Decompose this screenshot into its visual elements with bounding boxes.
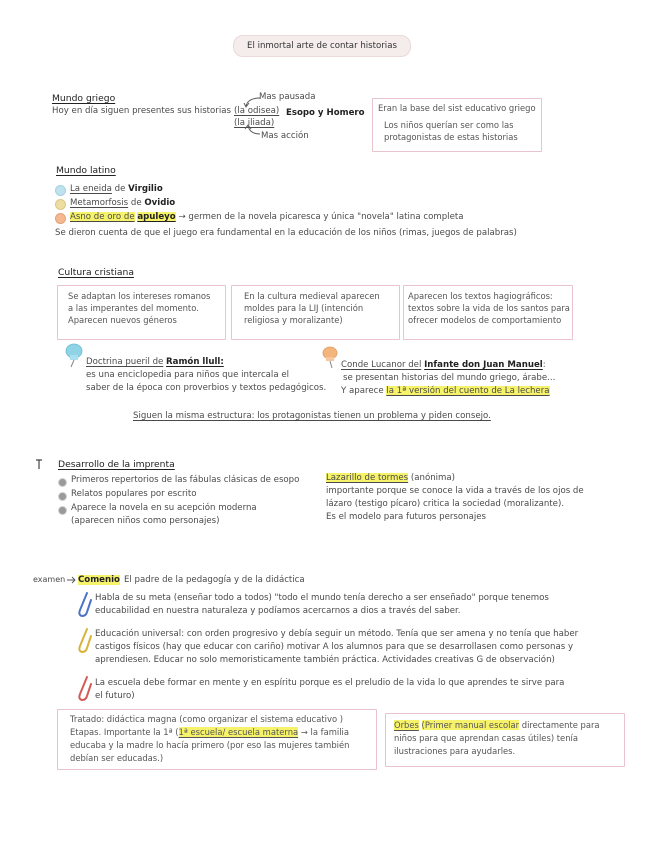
comenio-p2-line2: castigos físicos (hay que educar con cariño) motivar A los alumnos para que se desarrollasen como personas y bbox=[95, 642, 574, 652]
llull-line-1: es una enciclopedia para niños que intercala el bbox=[86, 370, 289, 380]
lucanor-title: Conde Lucanor del bbox=[341, 360, 422, 370]
christian-box2-line2: moldes para la LIJ (intención bbox=[244, 303, 364, 313]
latin-heading: Mundo latino bbox=[56, 165, 116, 176]
orbes-line-1 bbox=[394, 719, 600, 732]
blue-bullet-icon bbox=[55, 185, 66, 196]
llull-title: Doctrina pueril de bbox=[86, 357, 164, 367]
printing-item-3-sub: (aparecen niños como personajes) bbox=[71, 516, 220, 526]
gray-bullet-icon bbox=[58, 506, 67, 515]
greek-box-line3: protagonistas de estas historias bbox=[384, 132, 518, 142]
latin-item-3 bbox=[70, 212, 464, 222]
christian-box3-line1: Aparecen los textos hagiográficos: bbox=[408, 291, 553, 301]
tratado-line2-b: 1ª escuela/ escuela materna bbox=[178, 727, 299, 737]
right-arrow-icon: → bbox=[300, 727, 308, 737]
tratado-line-1: Tratado: didáctica magna (como organizar el sistema educativo ) bbox=[70, 714, 344, 724]
comenio-p1-line1: Habla de su meta (enseñar todo a todos) "todo el mundo tenía derecho a ser enseñado" porque tenemos bbox=[95, 593, 549, 603]
christian-box3-line2: textos sobre la vida de los santos para bbox=[408, 303, 570, 313]
christian-box1-line3: Aparecen nuevos géneros bbox=[68, 315, 177, 325]
latin-summary: Se dieron cuenta de que el juego era fundamental en la educación de los niños (rimas, juegos de palabras) bbox=[55, 228, 517, 238]
comenio-p2-line1: Educación universal: con orden progresivo y debía seguir un método. Tenía que ser amena y no tenía que haber bbox=[95, 629, 579, 639]
gray-bullet-icon bbox=[58, 492, 67, 501]
llull-author: Ramón llull: bbox=[166, 357, 224, 367]
greek-line: Hoy en día siguen presentes sus historias bbox=[52, 106, 231, 116]
llull-line-2: saber de la época con proverbios y textos pedagógicos. bbox=[86, 383, 327, 393]
latin-item1-de: de bbox=[114, 184, 126, 194]
printing-item-1: Primeros repertorios de las fábulas clásicas de esopo bbox=[71, 475, 300, 485]
christian-heading: Cultura cristiana bbox=[58, 267, 134, 278]
latin-item-1 bbox=[70, 184, 163, 194]
orange-bullet-icon bbox=[55, 213, 66, 224]
gray-bullet-icon bbox=[58, 478, 67, 487]
orbes-box bbox=[385, 713, 625, 767]
christian-box1-line2: a las imperantes del momento. bbox=[68, 303, 199, 313]
latin-item1-author: Virgilio bbox=[128, 184, 163, 194]
greek-mas-pausada: Mas pausada bbox=[259, 92, 316, 102]
greek-iliada: (la iliada) bbox=[234, 118, 275, 128]
pin-mark-icon bbox=[34, 458, 44, 472]
lazarillo-line-3: Es el modelo para futuros personajes bbox=[326, 512, 487, 522]
latin-item1-work: La eneida bbox=[70, 184, 112, 194]
paperclip-yellow-icon bbox=[77, 627, 93, 653]
greek-mas-accion: Mas acción bbox=[261, 131, 309, 141]
orbes-primer: (Primer manual escolar bbox=[421, 720, 520, 730]
lucanor-line-1: se presentan historias del mundo griego, árabe... bbox=[343, 373, 556, 383]
greek-box-line1: Eran la base del sist educativo griego bbox=[378, 103, 536, 113]
lucanor-title-line: Conde Lucanor del Infante don Juan Manuel: bbox=[341, 360, 546, 370]
christian-box-3 bbox=[403, 285, 573, 340]
orbes-line-3: ilustraciones para ayudarles. bbox=[394, 746, 516, 756]
latin-item2-work: Metamorfosis bbox=[70, 198, 129, 208]
comenio-p2-line3: aprendiesen. Educar no solo memoristicamente también práctica. Actividades creativas G de observación) bbox=[95, 655, 555, 665]
comenio-p1-line2: educabilidad en nuestra naturaleza y podíamos acercarnos a dios a través del saber. bbox=[95, 606, 461, 616]
christian-box1-line1: Se adaptan los intereses romanos bbox=[68, 291, 211, 301]
printing-item-2: Relatos populares por escrito bbox=[71, 489, 197, 499]
orange-pushpin-icon bbox=[320, 345, 340, 369]
same-structure-note: Siguen la misma estructura: los protagonistas tienen un problema y piden consejo. bbox=[133, 411, 491, 421]
orbes-title: Orbes bbox=[394, 720, 419, 730]
christian-box-1 bbox=[57, 285, 226, 340]
lucanor-line2-a: Y aparece bbox=[341, 386, 384, 396]
comenio-p3-line1: La escuela debe formar en mente y en espíritu porque es el preludio de la vida lo que aprendes te sirve para bbox=[95, 678, 565, 688]
page-title: El inmortal arte de contar historias bbox=[233, 35, 411, 57]
arrow-icon bbox=[67, 576, 77, 584]
right-arrow-icon: → bbox=[178, 212, 186, 222]
latin-item2-author: Ovidio bbox=[144, 198, 176, 208]
tratado-line-3: educaba y la madre lo hacía primero (por eso las mujeres también bbox=[70, 740, 350, 750]
christian-box2-line3: religiosa y moralizante) bbox=[244, 315, 343, 325]
greek-box bbox=[372, 98, 542, 152]
blue-pushpin-icon bbox=[63, 342, 85, 368]
latin-item2-de: de bbox=[130, 198, 142, 208]
greek-odisea: (la odisea) bbox=[234, 106, 280, 116]
greek-box-line2: Los niños querían ser como las bbox=[384, 120, 514, 130]
paperclip-red-icon bbox=[77, 675, 93, 701]
lazarillo-line-1: importante porque se conoce la vida a través de los ojos de bbox=[326, 486, 584, 496]
latin-item3-author: apuleyo bbox=[137, 212, 176, 222]
christian-box-2 bbox=[231, 285, 400, 340]
lazarillo-line-2: lázaro (testigo pícaro) critica la sociedad (moralizante). bbox=[326, 499, 565, 509]
llull-title-line bbox=[86, 357, 224, 367]
lucanor-line-2 bbox=[341, 386, 550, 396]
tratado-line-4: debían ser educadas.) bbox=[70, 753, 164, 763]
greek-heading: Mundo griego bbox=[52, 93, 116, 104]
printing-item-3: Aparece la novela en su acepción moderna bbox=[71, 503, 257, 513]
comenio-name: Comenio bbox=[78, 575, 120, 585]
christian-box2-line1: En la cultura medieval aparecen bbox=[244, 291, 380, 301]
curved-arrows-icon bbox=[240, 92, 264, 142]
christian-box3-line3: ofrecer modelos de comportamiento bbox=[408, 315, 562, 325]
tratado-line2-c: la familia bbox=[310, 727, 350, 737]
tratado-box bbox=[57, 709, 377, 770]
lazarillo-title: Lazarillo de tormes bbox=[326, 473, 409, 483]
tratado-line-2 bbox=[70, 726, 349, 739]
latin-item-2 bbox=[70, 198, 175, 208]
printing-heading: Desarrollo de la imprenta bbox=[58, 459, 175, 470]
lazarillo-title-line bbox=[326, 473, 455, 483]
yellow-bullet-icon bbox=[55, 199, 66, 210]
latin-item3-work: Asno de oro de bbox=[70, 212, 135, 222]
comenio-subtitle: El padre de la pedagogía y de la didáctica bbox=[124, 575, 305, 585]
greek-authors: Esopo y Homero bbox=[286, 108, 365, 118]
comenio-p3-line2: el futuro) bbox=[95, 691, 135, 701]
orbes-directamente: directamente para bbox=[521, 720, 600, 730]
lucanor-line2-b: la 1ª versión del cuento de La lechera bbox=[386, 386, 550, 396]
paperclip-blue-icon bbox=[77, 591, 93, 617]
lucanor-author: Infante don Juan Manuel bbox=[424, 360, 543, 370]
examen-note: examen bbox=[33, 575, 66, 584]
tratado-line2-a: Etapas. Importante la 1ª ( bbox=[70, 727, 179, 737]
latin-item3-rest: germen de la novela picaresca y única "novela" latina completa bbox=[188, 212, 464, 222]
lazarillo-anon: (anónima) bbox=[410, 473, 456, 483]
orbes-line-2: niños para que aprendan casas útiles) tenía bbox=[394, 733, 578, 743]
